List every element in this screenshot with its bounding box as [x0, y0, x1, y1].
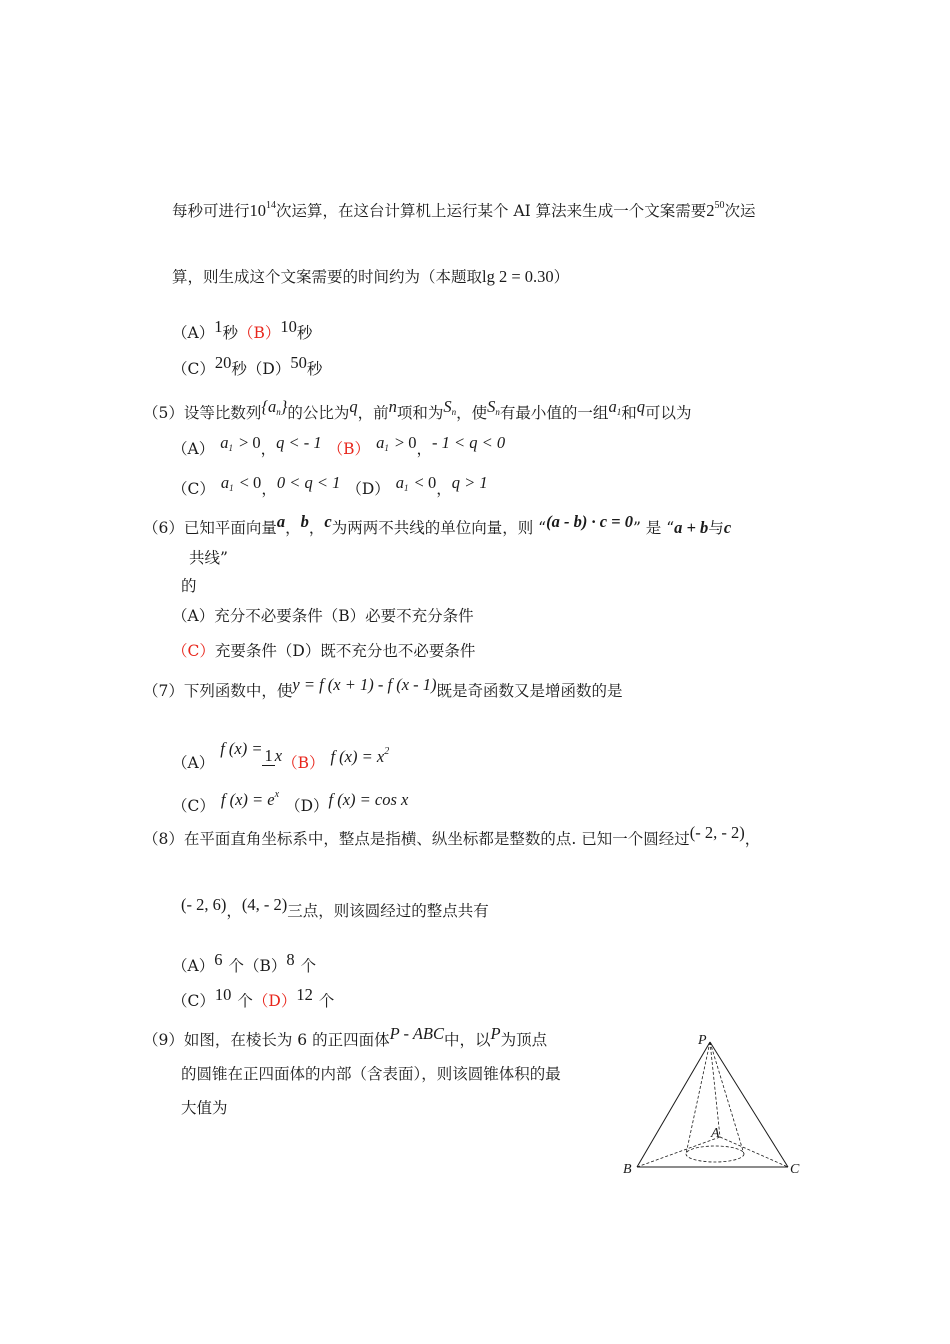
math-solid: P - ABC	[389, 1024, 444, 1043]
option-c-cond2: 0 < q < 1	[276, 473, 341, 492]
text: 如图，在棱长为 6 的正四面体	[183, 1031, 390, 1049]
comma: ，	[285, 519, 301, 537]
q9-line3	[181, 1097, 228, 1119]
text: 次运算，在这台计算机上运行某个 AI 算法来生成一个文案需要	[276, 202, 707, 220]
text: 在平面直角坐标系中，整点是指横、纵坐标都是整数的点. 已知一个圆经过	[183, 830, 690, 848]
math-body: f (x) = x	[330, 747, 385, 766]
option-label-a: （A）	[172, 324, 215, 342]
vector-b: b	[300, 512, 309, 531]
text: ，前	[357, 404, 389, 422]
text: ” 是 “	[632, 519, 675, 537]
text: 的	[181, 577, 197, 595]
text: 次运	[724, 202, 756, 220]
math-q: q	[349, 397, 358, 416]
option-a: （A）充分不必要条件	[172, 607, 323, 625]
q7-options-ab	[172, 730, 389, 785]
edge-PC	[710, 1042, 788, 1167]
math-Sn-2	[487, 396, 500, 423]
math-q-2: q	[636, 397, 645, 416]
label-A: A	[711, 1126, 720, 1141]
option-label-b: （B）	[243, 957, 287, 975]
math-power2	[706, 195, 724, 222]
option-c-value: 10	[214, 985, 232, 1004]
option-label-d: （D）	[346, 480, 390, 498]
math-Sn	[443, 396, 456, 423]
option-c-value: 20	[214, 353, 232, 372]
option-b-cond1: > 0	[394, 433, 417, 452]
option-label-c: （C）	[172, 480, 215, 498]
comma: ，	[744, 830, 761, 848]
label-B: B	[623, 1162, 632, 1177]
a: a	[608, 397, 617, 416]
vector-c: c	[324, 512, 332, 531]
q7-stem	[143, 675, 623, 702]
comma: ，	[436, 480, 452, 498]
q6-options-ab	[172, 605, 474, 627]
q9-stem	[143, 1024, 548, 1051]
option-label-a: （A）	[172, 754, 215, 772]
option-b-unit: 个	[300, 957, 317, 975]
cone-side-left	[686, 1042, 710, 1154]
seq-close: }	[280, 397, 288, 416]
math-a1	[221, 472, 234, 499]
comma: ，	[308, 519, 325, 537]
exponent: 50	[714, 200, 725, 211]
fraction-numerator: 1	[264, 745, 273, 765]
condition-dot: (a - b) · c = 0	[546, 512, 633, 531]
condition-sum: a + b	[674, 518, 709, 537]
math-a1	[396, 472, 409, 499]
math-P: P	[490, 1024, 501, 1043]
vector-c: c	[723, 518, 732, 537]
option-label-a: （A）	[172, 440, 215, 458]
text: 设等比数列	[183, 404, 262, 422]
option-label-b-answer: （B）	[327, 440, 371, 458]
text: ，使	[456, 404, 488, 422]
option-b: （B）必要不充分条件	[322, 607, 474, 625]
text: 三点，则该圆经过的整点共有	[287, 902, 489, 920]
math-a1	[220, 432, 233, 459]
option-label-b-answer: （B）	[237, 324, 281, 342]
point-3: (4, - 2)	[241, 895, 288, 914]
option-a-unit: 个	[228, 957, 244, 975]
cone-base	[686, 1146, 744, 1162]
q4-line2	[172, 266, 569, 288]
S: S	[487, 397, 496, 416]
edge-AC	[720, 1137, 788, 1167]
option-d-unit: 秒	[306, 360, 323, 378]
base: 10	[249, 201, 267, 220]
exponent: 2	[384, 746, 390, 757]
option-b-cond2: - 1 < q < 0	[432, 433, 506, 452]
q5-options-cd	[172, 473, 488, 505]
option-d-cond2: q > 1	[451, 473, 488, 492]
math-a1	[608, 396, 621, 423]
q6-options-cd	[172, 640, 475, 662]
base: 2	[706, 201, 715, 220]
comma: ，	[226, 902, 242, 920]
label-P: P	[698, 1033, 707, 1048]
exponent: 14	[266, 200, 277, 211]
q8-options-ab	[172, 950, 317, 977]
S-sub: n	[495, 407, 500, 417]
option-label-d-answer: （D）	[252, 992, 297, 1010]
text: 下列函数中，使	[183, 682, 293, 700]
option-label-b-answer: （B）	[282, 754, 325, 772]
option-d-cond1: < 0	[414, 473, 437, 492]
q7-options-cd	[172, 790, 408, 817]
q6-stem	[143, 512, 732, 539]
math-sequence	[261, 396, 287, 423]
a: a	[395, 473, 405, 492]
fraction-denominator: x	[274, 745, 283, 765]
a-sub: 1	[384, 443, 389, 453]
option-label-c: （C）	[172, 992, 215, 1010]
question-number: （5）	[143, 404, 184, 422]
text: 可以为	[644, 404, 692, 422]
option-c-unit: 个	[237, 992, 253, 1010]
point-2: (- 2, 6)	[181, 895, 227, 914]
option-label-c: （C）	[172, 797, 215, 815]
text: 有最小值的一组	[499, 404, 609, 422]
option-label-d: （D）	[285, 797, 329, 815]
comma: ，	[261, 480, 277, 498]
option-d-value: 12	[296, 985, 313, 1004]
exponent: x	[274, 789, 280, 800]
option-label-a: （A）	[172, 957, 215, 975]
option-c-unit: 秒	[231, 360, 247, 378]
option-a-fraction	[262, 747, 282, 766]
edge-BA	[637, 1137, 720, 1167]
option-a-cond1: > 0	[238, 433, 261, 452]
question-number: （7）	[143, 682, 184, 700]
q8-options-cd	[172, 985, 335, 1012]
question-number: （8）	[143, 830, 184, 848]
option-label-c-answer: （C）	[172, 642, 215, 660]
point-1: (- 2, - 2)	[689, 823, 745, 842]
text: 中，以	[443, 1031, 491, 1049]
a-sub: 1	[229, 483, 234, 493]
option-b-value: 8	[286, 950, 295, 969]
a: a	[376, 433, 385, 452]
math-lg: lg 2 = 0.30	[482, 267, 554, 286]
option-a-cond2: q < - 1	[276, 433, 322, 452]
q8-line2	[181, 895, 489, 922]
text: 大值为	[181, 1099, 228, 1117]
math-body: f (x) = e	[220, 790, 275, 809]
q6-line3	[181, 575, 197, 597]
option-label-d: （D）	[246, 360, 291, 378]
edge-PB	[637, 1042, 710, 1167]
seq-sub: n	[276, 407, 281, 417]
option-a-value: 1	[214, 317, 223, 336]
option-c: 充要条件	[214, 642, 277, 660]
math-power10	[250, 195, 277, 222]
text: 算，则生成这个文案需要的时间约为（本题取	[172, 268, 483, 286]
option-b-unit: 秒	[296, 324, 313, 342]
math-a1	[376, 432, 389, 459]
text: 与	[708, 519, 724, 537]
option-a-value: 6	[214, 950, 223, 969]
text: 每秒可进行	[172, 202, 250, 220]
q5-options-ab	[172, 433, 506, 465]
a-sub: 1	[616, 407, 622, 417]
q9-line2	[181, 1063, 561, 1085]
option-label-c: （C）	[172, 360, 215, 378]
question-number: （6）	[143, 519, 184, 537]
comma: ，	[260, 440, 277, 458]
math-n: n	[388, 397, 397, 416]
option-a-unit: 秒	[222, 324, 238, 342]
option-c-cond1: < 0	[239, 473, 262, 492]
seq-open: {a	[261, 397, 277, 416]
vector-a: a	[276, 512, 286, 531]
a-sub: 1	[404, 483, 409, 493]
text: 为顶点	[500, 1031, 548, 1049]
q4-line1	[172, 195, 755, 222]
a: a	[220, 433, 229, 452]
q4-options-cd	[172, 353, 323, 380]
S: S	[443, 397, 452, 416]
label-C: C	[790, 1162, 800, 1177]
text: 已知平面向量	[183, 519, 277, 537]
tetrahedron-figure	[615, 1030, 810, 1180]
option-d: （D）既不充分也不必要条件	[276, 642, 476, 660]
text: 的公比为	[287, 404, 350, 422]
text: ）	[553, 268, 570, 286]
option-d-value: 50	[290, 353, 307, 372]
math-function: y = f (x + 1) - f (x - 1)	[292, 675, 437, 694]
comma: ，	[416, 440, 433, 458]
text: 的圆锥在正四面体的内部（含表面），则该圆锥体积的最	[181, 1065, 561, 1083]
q4-options-ab	[172, 317, 313, 344]
text: 既是奇函数又是增函数的是	[436, 682, 623, 700]
q5-stem	[143, 397, 692, 429]
a: a	[220, 473, 230, 492]
text: 项和为	[396, 404, 444, 422]
option-a-lhs: f (x) =	[220, 739, 263, 758]
option-d-math: f (x) = cos x	[328, 790, 409, 809]
text: 和	[621, 404, 637, 422]
option-c-math	[221, 784, 279, 811]
S-sub: n	[451, 407, 457, 417]
q6-line2	[189, 547, 228, 569]
text: 为两两不共线的单位向量，则 “	[331, 519, 547, 537]
question-number: （9）	[143, 1031, 184, 1049]
option-b-math	[330, 730, 389, 779]
a-sub: 1	[228, 443, 233, 453]
q8-stem	[143, 823, 761, 850]
text: 共线”	[189, 549, 228, 567]
option-d-unit: 个	[318, 992, 335, 1010]
option-b-value: 10	[280, 317, 297, 336]
